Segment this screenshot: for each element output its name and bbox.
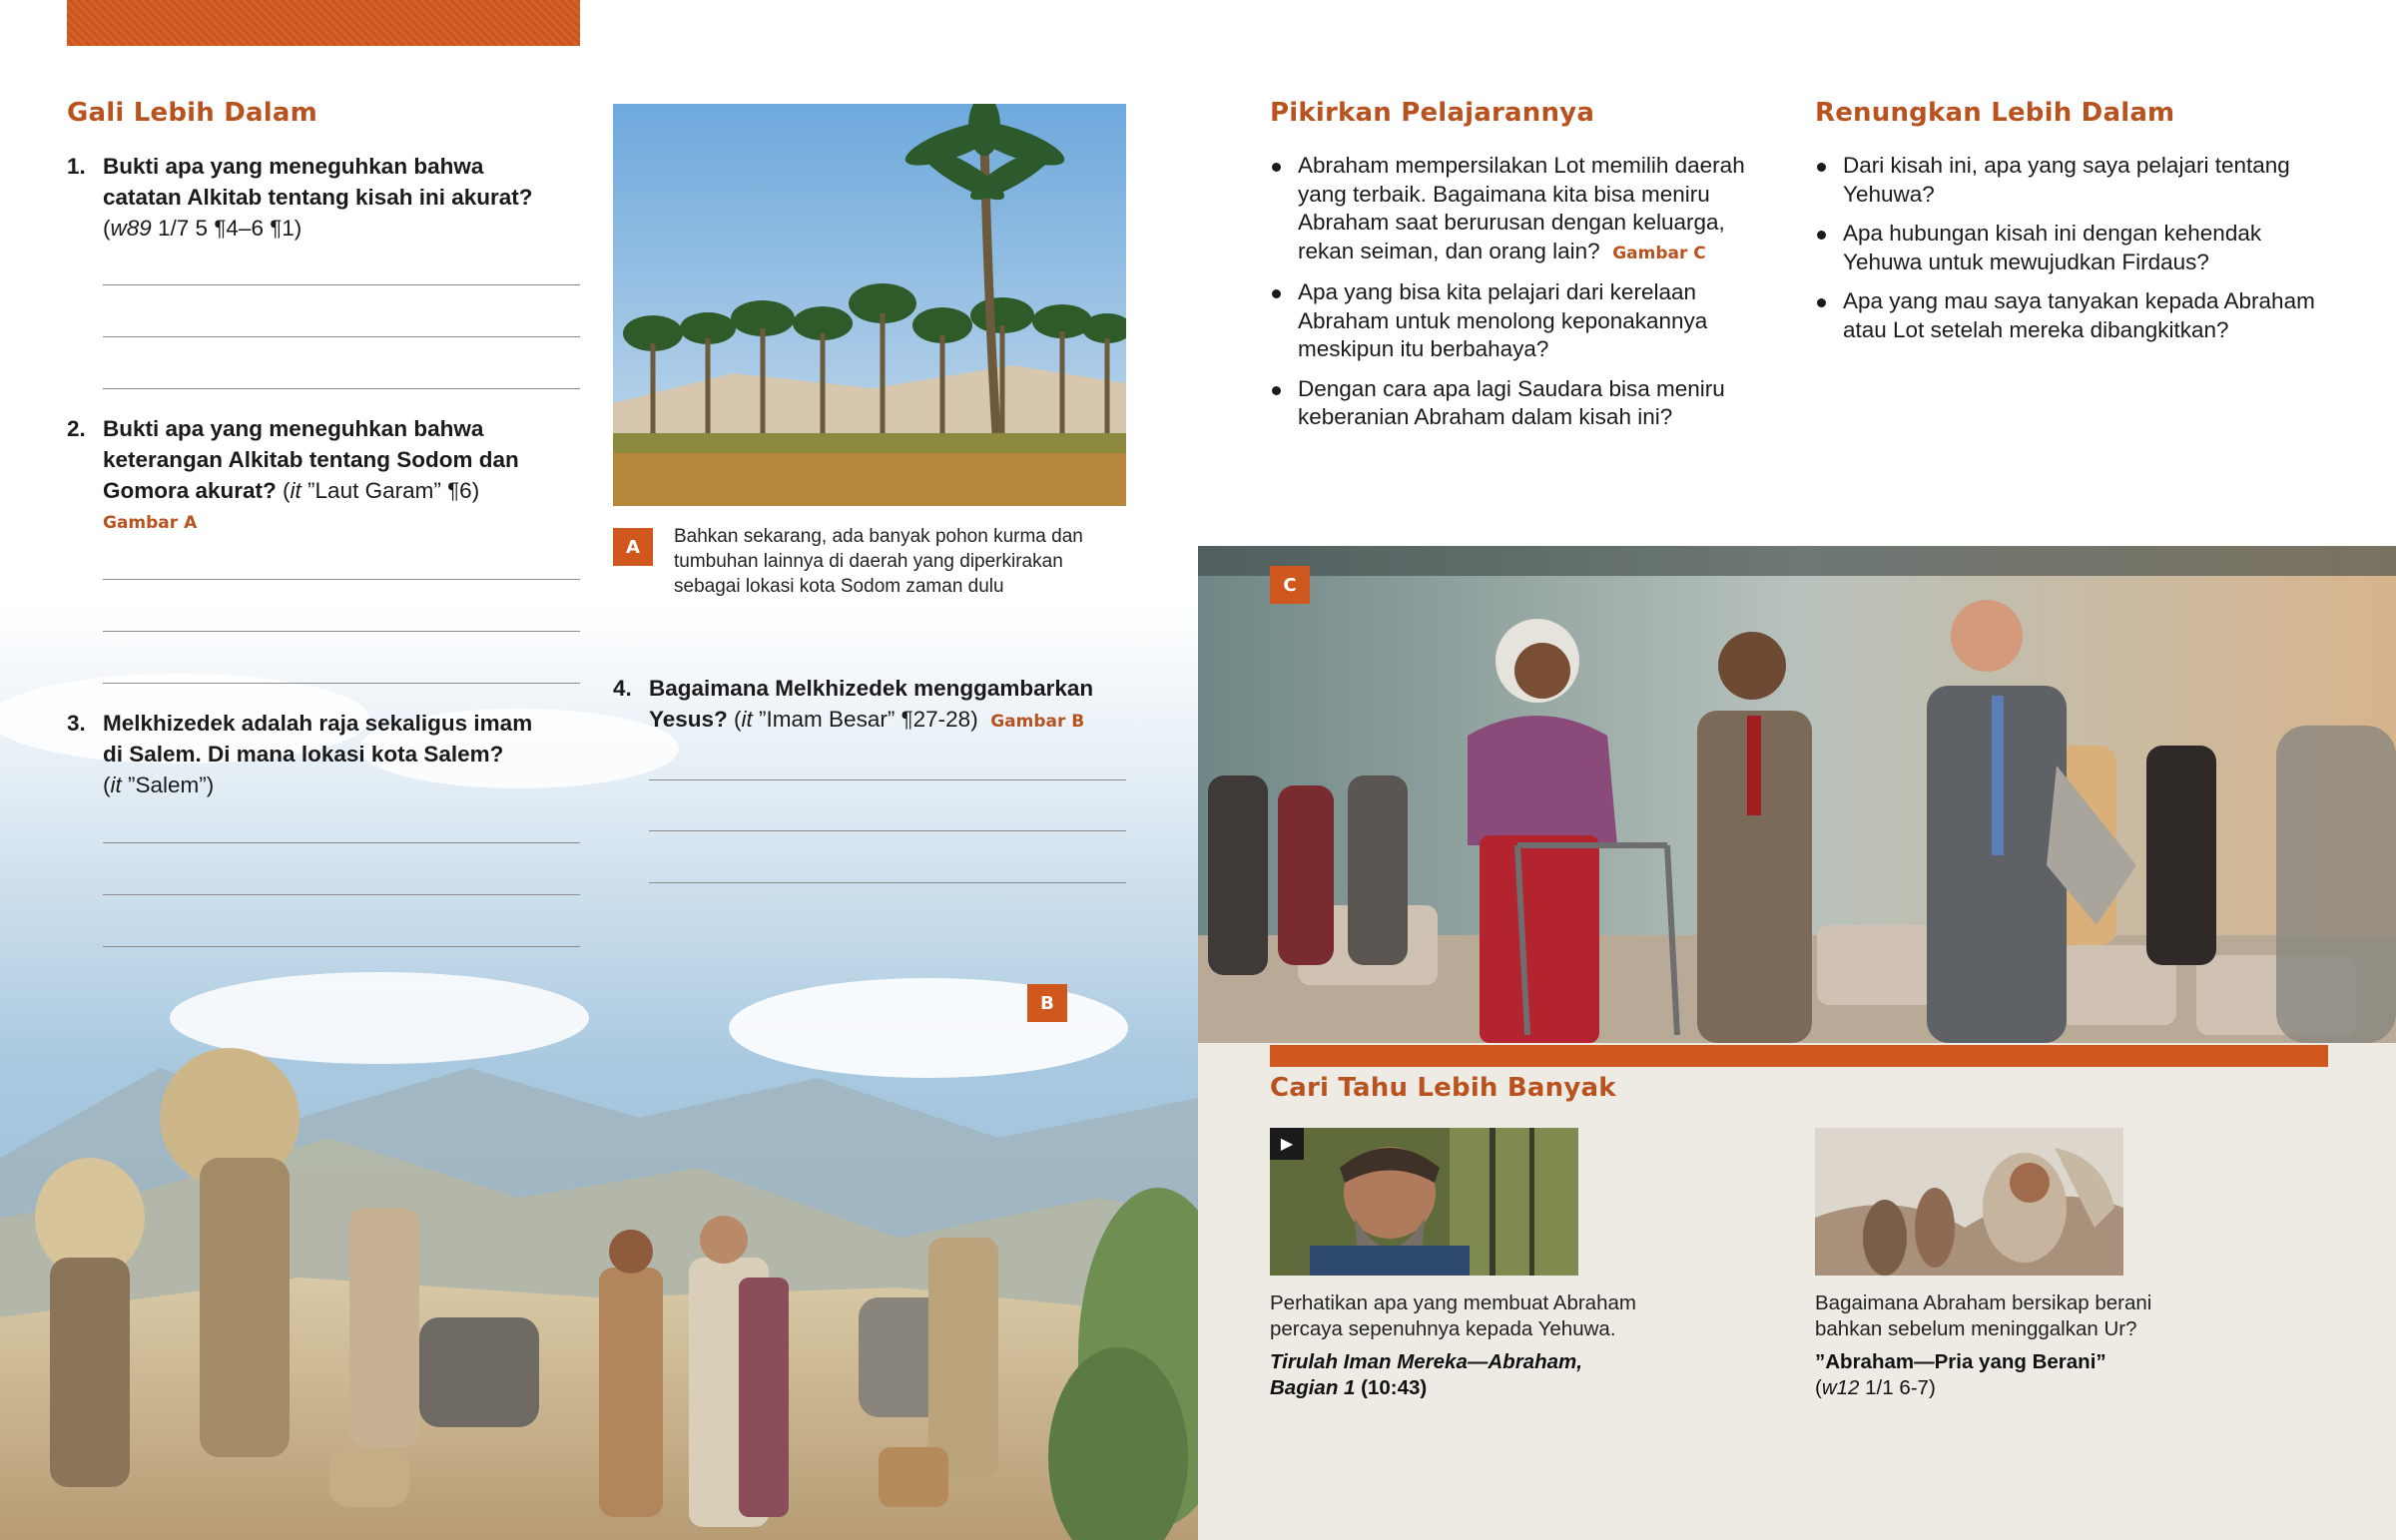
answer-line[interactable] bbox=[649, 882, 1126, 883]
video-title-link[interactable]: Tirulah Iman Mereka—Abraham, Bagian 1 (10:43) bbox=[1270, 1350, 1582, 1399]
list-item: Apa yang bisa kita pelajari dari kerelaan Abraham untuk menolong keponakannya meskipun itu berbahaya? bbox=[1270, 278, 1769, 364]
photo-c-congregation bbox=[1198, 546, 2396, 1043]
section-title-dig-deeper: Gali Lebih Dalam bbox=[67, 98, 317, 128]
figure-ref-a: Gambar A bbox=[103, 513, 198, 533]
badge-c: C bbox=[1270, 566, 1310, 604]
question-text: Bukti apa yang meneguhkan bahwa bbox=[103, 416, 484, 441]
question-text: di Salem. Di mana lokasi kota Salem? bbox=[103, 742, 504, 767]
section-title-reflect: Pikirkan Pelajarannya bbox=[1270, 98, 1595, 128]
ponder-bullet-list bbox=[1815, 152, 2334, 355]
article-description: Bagaimana Abraham bersikap berani bahkan sebelum meninggalkan Ur? bbox=[1815, 1291, 2152, 1340]
figure-ref-c: Gambar C bbox=[1612, 243, 1706, 263]
answer-line[interactable] bbox=[103, 894, 580, 895]
question-number: 4. bbox=[613, 676, 632, 701]
question-text: Bukti apa yang meneguhkan bahwa bbox=[103, 154, 484, 179]
video-description: Perhatikan apa yang membuat Abraham percaya sepenuhnya kepada Yehuwa. bbox=[1270, 1291, 1636, 1340]
question-text: Melkhizedek adalah raja sekaligus imam bbox=[103, 711, 533, 736]
answer-line[interactable] bbox=[103, 631, 580, 632]
figure-ref-b: Gambar B bbox=[990, 712, 1085, 732]
section-title-ponder: Renungkan Lebih Dalam bbox=[1815, 98, 2175, 128]
reference: (w12 1/1 6-7) bbox=[1815, 1376, 1936, 1399]
answer-line[interactable] bbox=[103, 336, 580, 337]
reflect-bullet-list bbox=[1270, 152, 1769, 443]
article-thumbnail-abraham[interactable] bbox=[1815, 1128, 2123, 1276]
learn-more-accent-bar bbox=[1270, 1045, 2328, 1067]
answer-line[interactable] bbox=[103, 388, 580, 389]
answer-line[interactable] bbox=[103, 842, 580, 843]
list-item: Dengan cara apa lagi Saudara bisa meniru keberanian Abraham dalam kisah ini? bbox=[1270, 375, 1769, 432]
badge-a: A bbox=[613, 528, 653, 566]
play-icon[interactable]: ▶ bbox=[1270, 1128, 1304, 1160]
question-number: 1. bbox=[67, 154, 86, 179]
answer-line[interactable] bbox=[649, 830, 1126, 831]
answer-line[interactable] bbox=[103, 683, 580, 684]
question-4 bbox=[613, 673, 1132, 738]
section-title-learn-more: Cari Tahu Lebih Banyak bbox=[1270, 1073, 1616, 1103]
question-text: Bagaimana Melkhizedek menggambarkan bbox=[649, 676, 1094, 701]
photo-a-palm-trees bbox=[613, 104, 1126, 506]
question-text-with-reference: Gomora akurat? (it ”Laut Garam” ¶6) bbox=[103, 478, 480, 503]
badge-b: B bbox=[1027, 984, 1067, 1022]
header-texture-bar bbox=[67, 0, 580, 46]
caption-a: Bahkan sekarang, ada banyak pohon kurma dan tumbuhan lainnya di daerah yang diperkirakan sebagai lokasi kota Sodom zaman dulu bbox=[674, 526, 1083, 597]
question-2 bbox=[67, 413, 586, 539]
list-item: Apa yang mau saya tanyakan kepada Abraham atau Lot setelah mereka dibangkitkan? bbox=[1815, 287, 2334, 344]
question-text: catatan Alkitab tentang kisah ini akurat? bbox=[103, 185, 533, 210]
question-1 bbox=[67, 151, 586, 244]
list-item: Abraham mempersilakan Lot memilih daerah yang terbaik. Bagaimana kita bisa meniru Abraham saat berurusan dengan keluarga, rekan seiman, dan orang lain? Gambar C bbox=[1270, 152, 1769, 267]
question-text: keterangan Alkitab tentang Sodom dan bbox=[103, 447, 519, 472]
list-item: Dari kisah ini, apa yang saya pelajari tentang Yehuwa? bbox=[1815, 152, 2334, 209]
article-title-link[interactable]: ”Abraham—Pria yang Berani” (w12 1/1 6-7) bbox=[1815, 1349, 2194, 1401]
reference: (it ”Salem”) bbox=[103, 772, 215, 797]
answer-line[interactable] bbox=[103, 579, 580, 580]
video-thumbnail-abraham[interactable] bbox=[1270, 1128, 1578, 1276]
question-number: 2. bbox=[67, 416, 86, 441]
question-3 bbox=[67, 708, 586, 800]
question-text-with-reference: Yesus? (it ”Imam Besar” ¶27-28) Gambar B bbox=[649, 707, 1085, 732]
answer-line[interactable] bbox=[649, 779, 1126, 780]
list-item: Apa hubungan kisah ini dengan kehendak Yehuwa untuk mewujudkan Firdaus? bbox=[1815, 220, 2334, 276]
answer-line[interactable] bbox=[103, 946, 580, 947]
reference: (w89 1/7 5 ¶4–6 ¶1) bbox=[103, 216, 302, 241]
question-number: 3. bbox=[67, 711, 86, 736]
answer-line[interactable] bbox=[103, 284, 580, 285]
